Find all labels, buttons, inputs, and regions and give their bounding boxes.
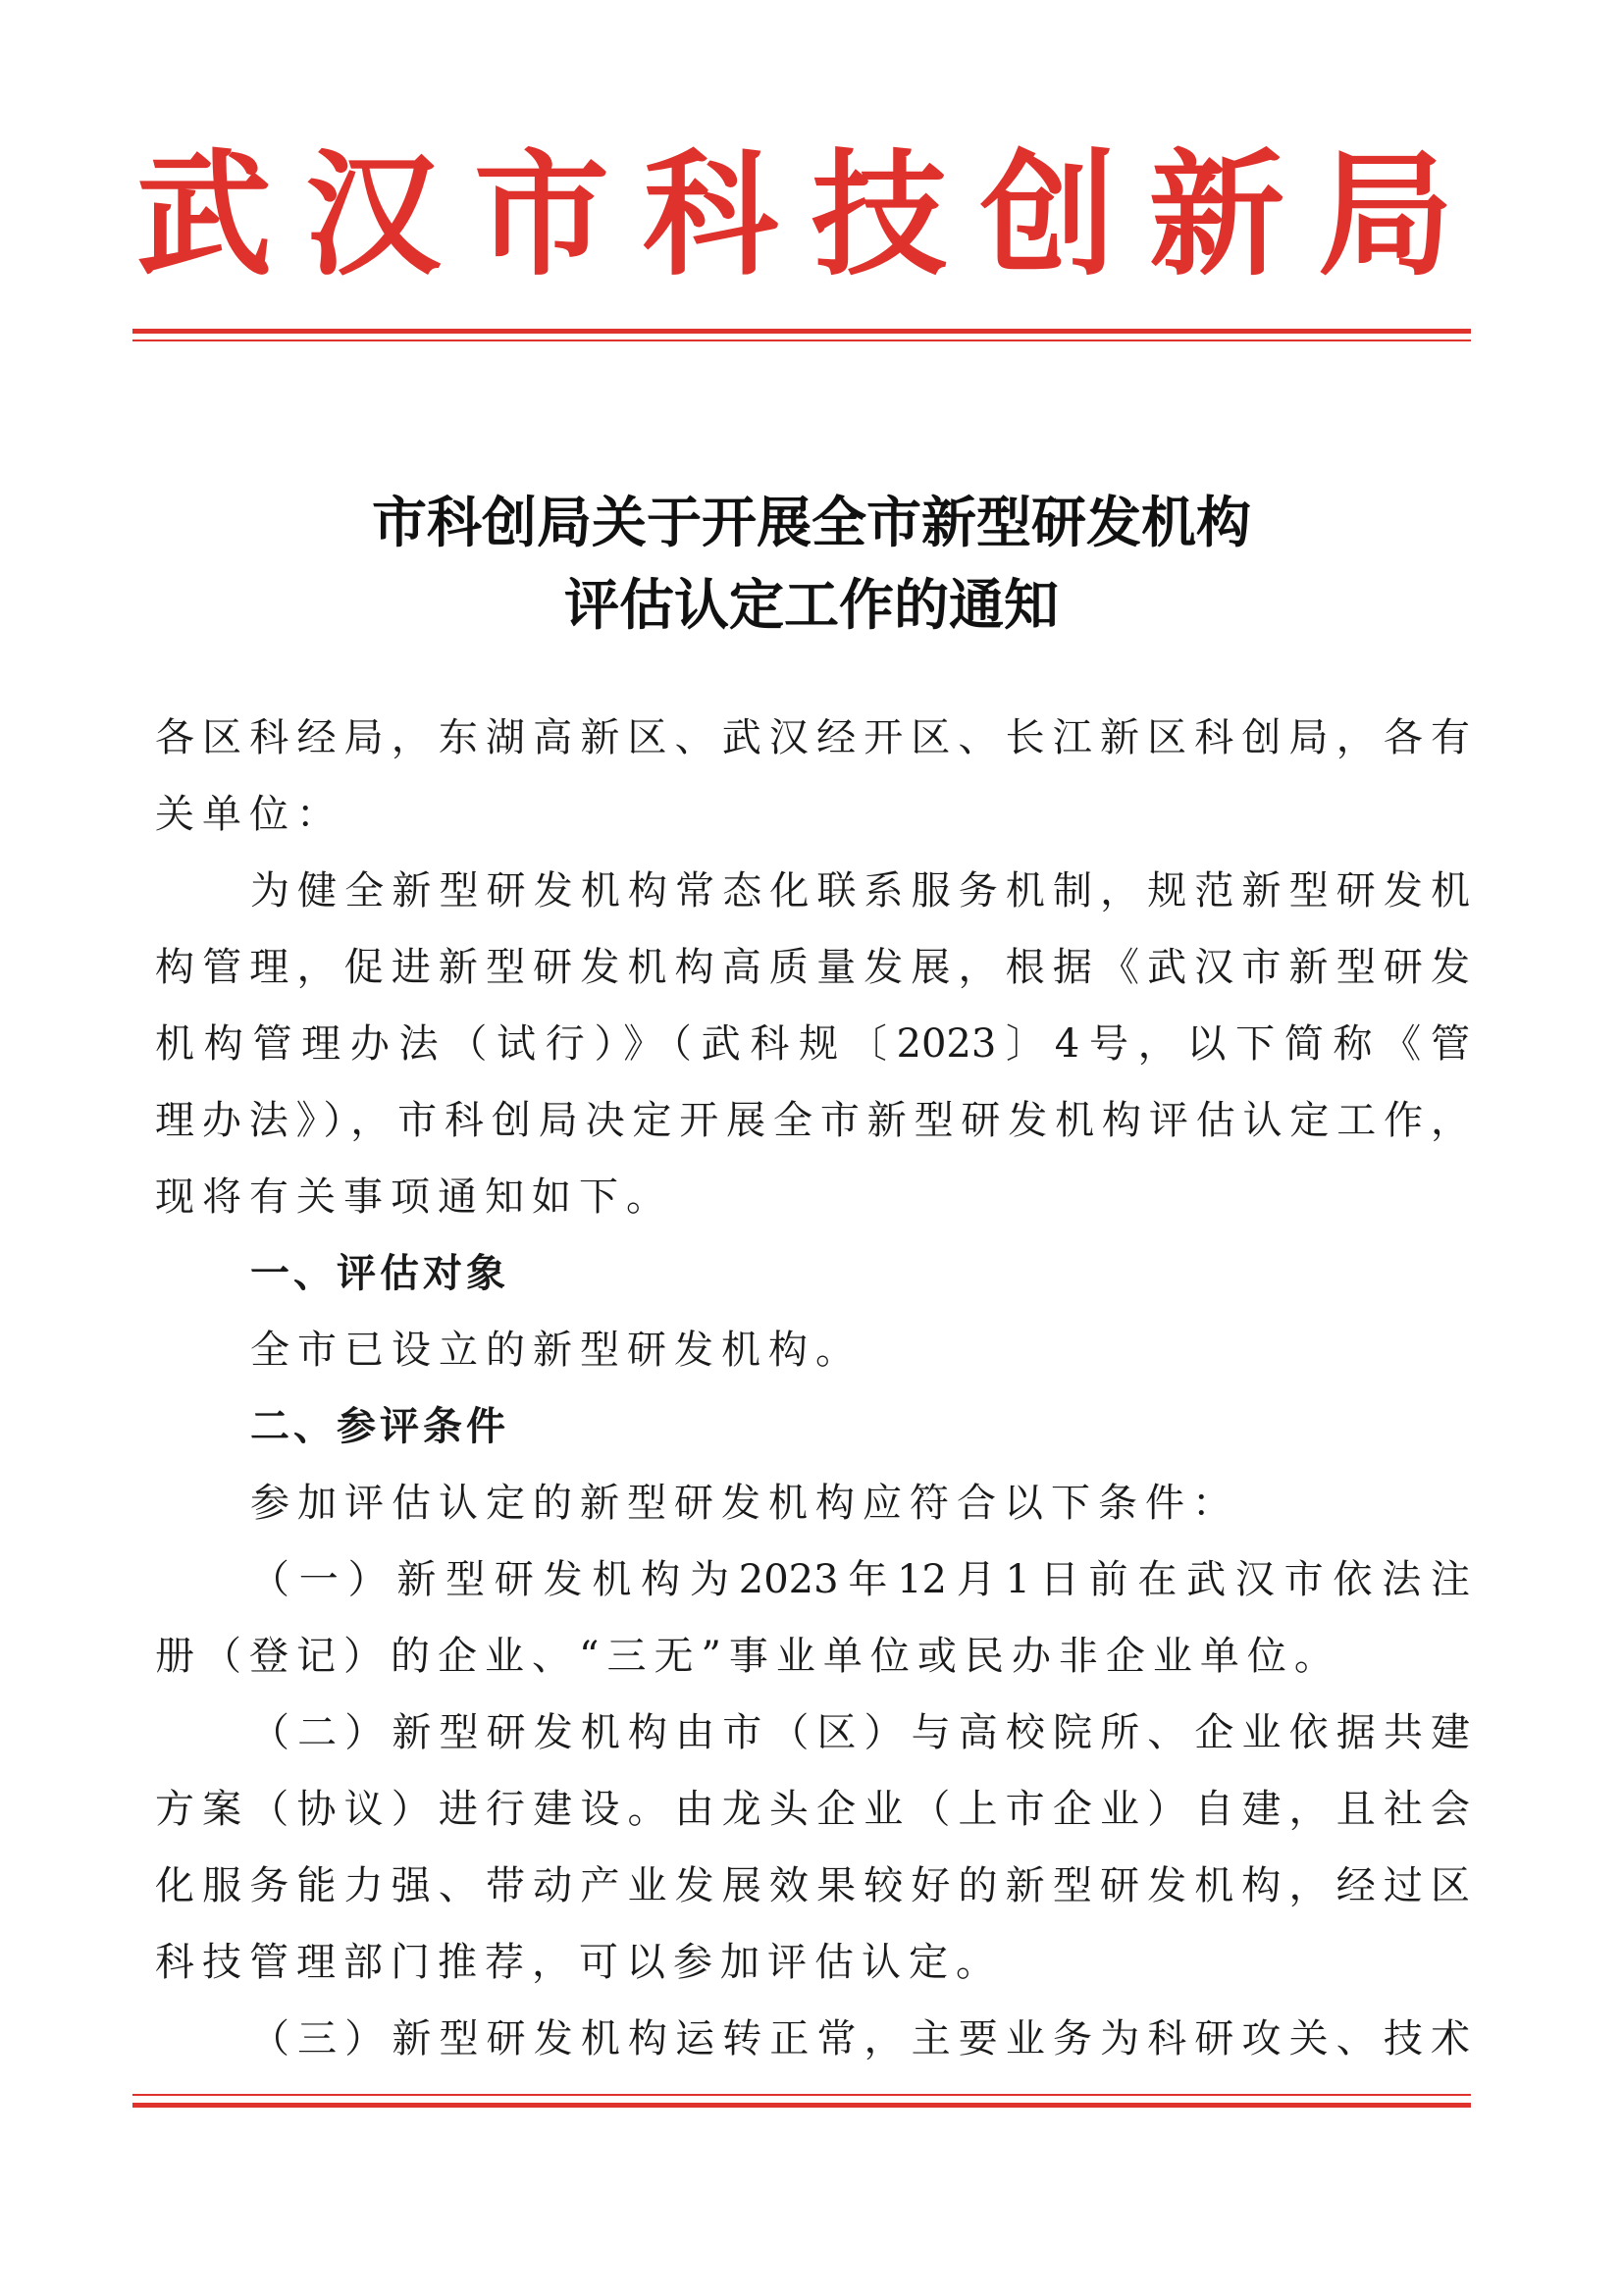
document-title-line-1: 市科创局关于开展全市新型研发机构 xyxy=(372,491,1251,555)
condition-1-line-1: （一）新型研发机构为2023年12月1日前在武汉市依法注 xyxy=(250,1557,1470,1602)
condition-3-line-1: （三）新型研发机构运转正常，主要业务为科研攻关、技术 xyxy=(250,2016,1470,2061)
section-text-1: 全市已设立的新型研发机构。 xyxy=(250,1328,863,1373)
document-title-line-2: 评估认定工作的通知 xyxy=(564,573,1059,638)
condition-2-line-3: 化服务能力强、带动产业发展效果较好的新型研发机构，经过区 xyxy=(155,1863,1470,1908)
section-heading-2: 二、参评条件 xyxy=(250,1404,509,1449)
footer-rule-thick xyxy=(132,2103,1471,2108)
addressee-line-2: 关单位： xyxy=(155,792,343,837)
intro-line-4: 理办法》），市科创局决定开展全市新型研发机构评估认定工作， xyxy=(155,1098,1470,1143)
section-heading-1: 一、评估对象 xyxy=(250,1251,509,1296)
intro-line-1: 为健全新型研发机构常态化联系服务机制，规范新型研发机 xyxy=(250,868,1470,913)
condition-2-line-2: 方案（协议）进行建设。由龙头企业（上市企业）自建，且社会 xyxy=(155,1787,1470,1832)
intro-line-2: 构管理，促进新型研发机构高质量发展，根据《武汉市新型研发 xyxy=(155,945,1470,990)
masthead-rule-thin xyxy=(132,339,1471,341)
condition-1-line-2: 册（登记）的企业、“三无”事业单位或民办非企业单位。 xyxy=(155,1634,1341,1679)
addressee-line-1: 各区科经局，东湖高新区、武汉经开区、长江新区科创局，各有 xyxy=(155,715,1470,760)
masthead-rule-thick xyxy=(132,329,1471,334)
condition-2-line-4: 科技管理部门推荐，可以参加评估认定。 xyxy=(155,1940,1003,1985)
intro-line-5: 现将有关事项通知如下。 xyxy=(155,1174,673,1220)
footer-rule-thin xyxy=(132,2094,1471,2096)
intro-line-3: 机构管理办法（试行）》（武科规〔2023〕4号，以下简称《管 xyxy=(155,1021,1470,1067)
condition-2-line-1: （二）新型研发机构由市（区）与高校院所、企业依据共建 xyxy=(250,1710,1470,1755)
section-intro-2: 参加评估认定的新型研发机构应符合以下条件： xyxy=(250,1481,1239,1526)
masthead: 武汉市科技创新局 xyxy=(135,134,1487,294)
